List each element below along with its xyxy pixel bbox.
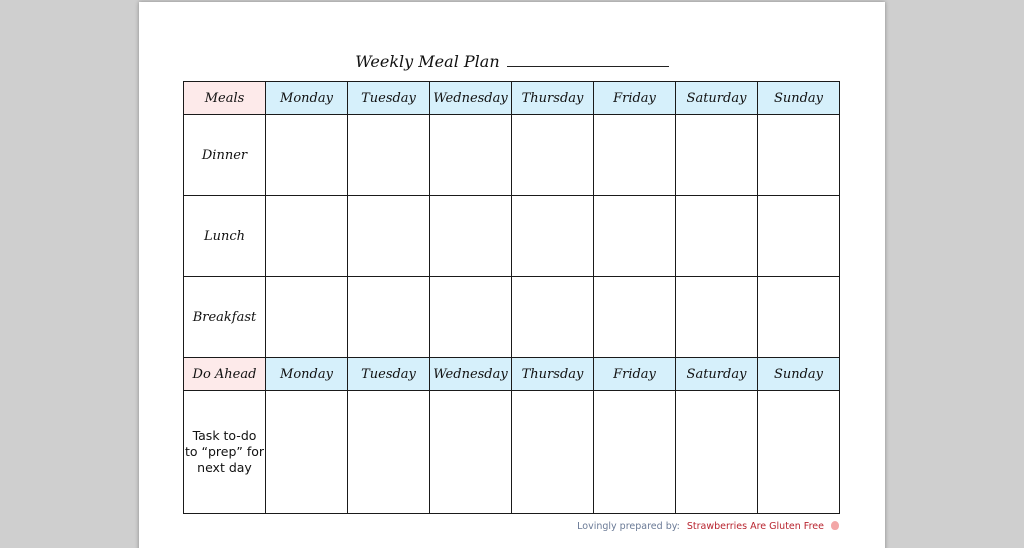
meal-cell[interactable] — [430, 196, 512, 277]
day-header-thursday: Thursday — [512, 82, 594, 115]
do-ahead-day-friday: Friday — [594, 358, 676, 391]
do-ahead-day-wednesday: Wednesday — [430, 358, 512, 391]
meal-cell[interactable] — [266, 196, 348, 277]
do-ahead-day-sunday: Sunday — [758, 358, 840, 391]
meal-cell[interactable] — [676, 196, 758, 277]
meal-cell[interactable] — [348, 196, 430, 277]
meal-cell[interactable] — [430, 115, 512, 196]
do-ahead-task-row — [184, 391, 840, 514]
task-cell[interactable] — [512, 391, 594, 514]
meal-cell[interactable] — [512, 277, 594, 358]
meal-cell[interactable] — [594, 115, 676, 196]
do-ahead-day-monday: Monday — [266, 358, 348, 391]
meals-header-cell: Meals — [184, 82, 266, 115]
task-label — [184, 391, 266, 514]
prepared-by-label: Lovingly prepared by: — [577, 521, 680, 532]
day-header-saturday: Saturday — [676, 82, 758, 115]
meal-cell[interactable] — [266, 277, 348, 358]
page-title — [139, 52, 885, 71]
task-label-line: next day — [197, 460, 252, 475]
meal-cell[interactable] — [758, 115, 840, 196]
day-header-wednesday: Wednesday — [430, 82, 512, 115]
meal-row-dinner — [184, 115, 840, 196]
task-cell[interactable] — [758, 391, 840, 514]
brand-name: Strawberries Are Gluten Free — [686, 521, 824, 532]
meal-cell[interactable] — [758, 277, 840, 358]
meal-cell[interactable] — [512, 115, 594, 196]
meal-plan-table — [183, 81, 840, 514]
meal-label-lunch: Lunch — [184, 196, 266, 277]
task-cell[interactable] — [594, 391, 676, 514]
meal-cell[interactable] — [594, 277, 676, 358]
meal-cell[interactable] — [266, 115, 348, 196]
meal-cell[interactable] — [348, 277, 430, 358]
task-cell[interactable] — [430, 391, 512, 514]
meal-row-lunch — [184, 196, 840, 277]
meal-row-breakfast — [184, 277, 840, 358]
task-cell[interactable] — [676, 391, 758, 514]
day-header-friday: Friday — [594, 82, 676, 115]
do-ahead-header-cell: Do Ahead — [184, 358, 266, 391]
do-ahead-day-tuesday: Tuesday — [348, 358, 430, 391]
meal-cell[interactable] — [512, 196, 594, 277]
footer-credit — [577, 521, 839, 532]
week-blank-line — [507, 54, 669, 67]
meal-label-breakfast: Breakfast — [184, 277, 266, 358]
task-label-line: Task to-do — [192, 428, 257, 443]
do-ahead-header-row — [184, 358, 840, 391]
day-header-tuesday: Tuesday — [348, 82, 430, 115]
title-text: Weekly Meal Plan — [355, 52, 500, 71]
meal-cell[interactable] — [594, 196, 676, 277]
day-header-sunday: Sunday — [758, 82, 840, 115]
meal-cell[interactable] — [676, 115, 758, 196]
do-ahead-day-thursday: Thursday — [512, 358, 594, 391]
meal-cell[interactable] — [758, 196, 840, 277]
task-cell[interactable] — [266, 391, 348, 514]
day-header-monday: Monday — [266, 82, 348, 115]
meal-header-row — [184, 82, 840, 115]
do-ahead-day-saturday: Saturday — [676, 358, 758, 391]
strawberry-icon — [831, 521, 839, 530]
task-label-line: to “prep” for — [184, 444, 265, 459]
task-cell[interactable] — [348, 391, 430, 514]
meal-label-dinner: Dinner — [184, 115, 266, 196]
meal-cell[interactable] — [676, 277, 758, 358]
meal-cell[interactable] — [348, 115, 430, 196]
meal-cell[interactable] — [430, 277, 512, 358]
meal-plan-page — [139, 2, 885, 548]
